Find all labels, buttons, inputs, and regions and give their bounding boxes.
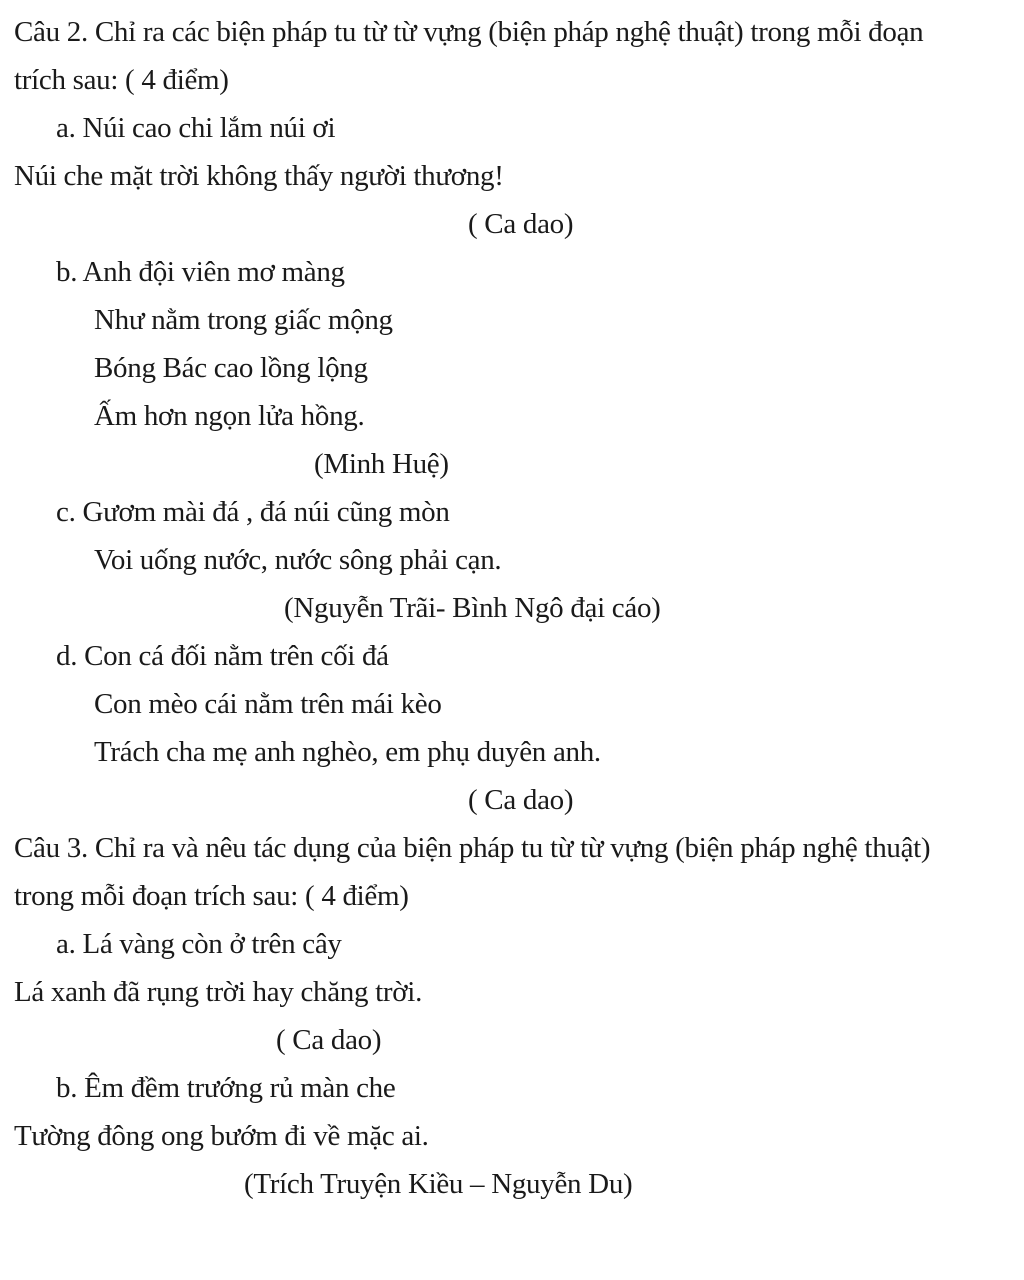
q2-b-line2: Như nằm trong giấc mộng: [94, 304, 393, 336]
q3-a-source: ( Ca dao): [276, 1024, 382, 1056]
q2-d-line3: Trách cha mẹ anh nghèo, em phụ duyên anh.: [94, 736, 601, 768]
q3-a-line2: Lá xanh đã rụng trời hay chăng trời.: [14, 976, 423, 1008]
q2-heading-line2: trích sau: ( 4 điểm): [14, 64, 229, 96]
q2-a-line1: a. Núi cao chi lắm núi ơi: [56, 112, 336, 144]
q3-heading-line1: Câu 3. Chỉ ra và nêu tác dụng của biện pháp tu từ từ vựng (biện pháp nghệ thuật): [14, 832, 931, 864]
q2-b-line4: Ấm hơn ngọn lửa hồng.: [94, 400, 365, 432]
q2-heading-line1: Câu 2. Chỉ ra các biện pháp tu từ từ vựng (biện pháp nghệ thuật) trong mỗi đoạn: [14, 16, 924, 48]
q2-a-line2: Núi che mặt trời không thấy người thương!: [14, 160, 504, 192]
q3-b-line2: Tường đông ong bướm đi về mặc ai.: [14, 1120, 429, 1152]
q2-c-line2: Voi uống nước, nước sông phải cạn.: [94, 544, 502, 576]
q2-b-line1: b. Anh đội viên mơ màng: [56, 256, 345, 288]
q2-a-source: ( Ca dao): [468, 208, 574, 240]
q2-d-line2: Con mèo cái nằm trên mái kèo: [94, 688, 442, 720]
q2-d-line1: d. Con cá đối nằm trên cối đá: [56, 640, 389, 672]
q3-a-line1: a. Lá vàng còn ở trên cây: [56, 928, 342, 960]
q2-d-source: ( Ca dao): [468, 784, 574, 816]
q2-b-source: (Minh Huệ): [314, 448, 449, 480]
q3-b-source: (Trích Truyện Kiều – Nguyễn Du): [244, 1168, 633, 1200]
q3-heading-line2: trong mỗi đoạn trích sau: ( 4 điểm): [14, 880, 409, 912]
q3-b-line1: b. Êm đềm trướng rủ màn che: [56, 1072, 396, 1104]
q2-b-line3: Bóng Bác cao lồng lộng: [94, 352, 368, 384]
q2-c-line1: c. Gươm mài đá , đá núi cũng mòn: [56, 496, 450, 528]
q2-c-source: (Nguyễn Trãi- Bình Ngô đại cáo): [284, 592, 661, 624]
